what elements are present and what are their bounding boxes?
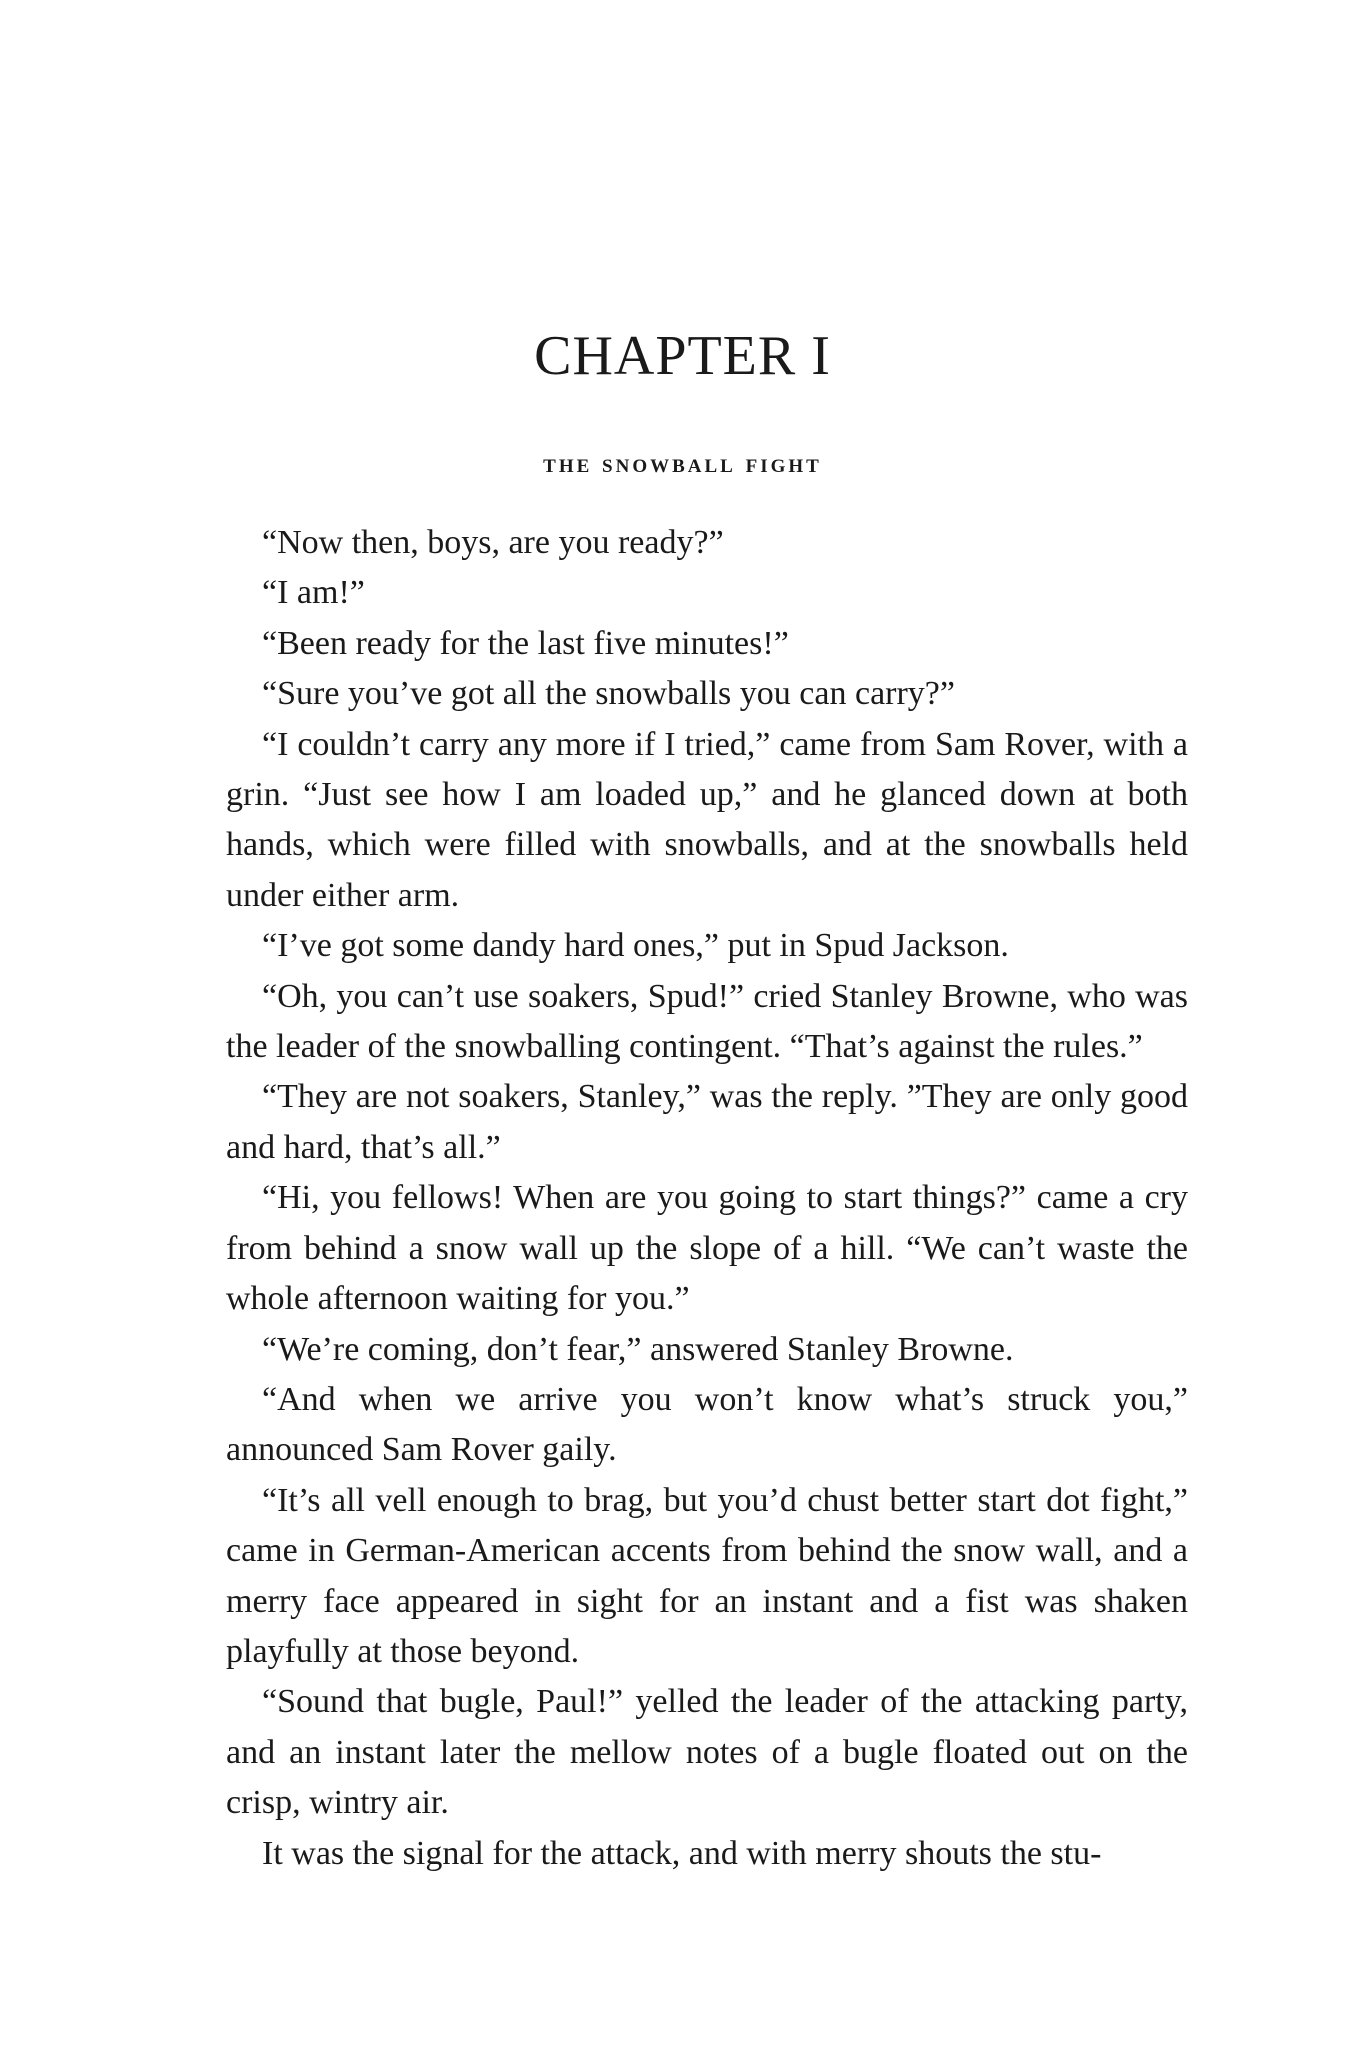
paragraph: “Sure you’ve got all the snowballs you can carry?” bbox=[262, 675, 955, 713]
paragraph: “It’s all vell enough to brag, but you’d chust better start dot fight,” came in German-American accents from behind the snow wall, and a merry face appeared in sight for an instant and a fist was shaken playfully at those beyond. bbox=[226, 1481, 1188, 1670]
paragraph: “They are not soakers, Stanley,” was the reply. ”They are only good and hard, that’s all.” bbox=[226, 1078, 1188, 1166]
paragraph: “I couldn’t carry any more if I tried,” came from Sam Rover, with a grin. “Just see how I am loaded up,” and he glanced down at both hands, which were filled with snowballs, and at the snowballs held under either arm. bbox=[226, 725, 1188, 914]
chapter-title: CHAPTER I bbox=[534, 325, 831, 387]
paragraph: “Oh, you can’t use soakers, Spud!” cried Stanley Browne, who was the leader of the snowballing contingent. “That’s against the rules.” bbox=[226, 977, 1188, 1066]
paragraph: It was the signal for the attack, and with merry shouts the stu- bbox=[262, 1834, 1102, 1872]
paragraph: “Been ready for the last five minutes!” bbox=[262, 624, 789, 662]
paragraph: “We’re coming, don’t fear,” answered Stanley Browne. bbox=[262, 1330, 1014, 1368]
paragraph: “Hi, you fellows! When are you going to start things?” came a cry from behind a snow wall up the slope of a hill. “We can’t waste the whole afternoon waiting for you.” bbox=[226, 1179, 1188, 1318]
paragraph: “And when we arrive you won’t know what’s struck you,” announced Sam Rover gaily. bbox=[226, 1380, 1188, 1469]
chapter-body bbox=[226, 518, 1188, 1879]
paragraph: “Sound that bugle, Paul!” yelled the leader of the attacking party, and an instant later the mellow notes of a bugle floated out on the crisp, wintry air. bbox=[226, 1683, 1188, 1822]
paragraph: “I’ve got some dandy hard ones,” put in Spud Jackson. bbox=[262, 927, 1009, 965]
paragraph: “Now then, boys, are you ready?” bbox=[262, 524, 724, 561]
paragraph: “I am!” bbox=[262, 574, 365, 612]
chapter-subtitle: the snowball fight bbox=[543, 448, 822, 478]
